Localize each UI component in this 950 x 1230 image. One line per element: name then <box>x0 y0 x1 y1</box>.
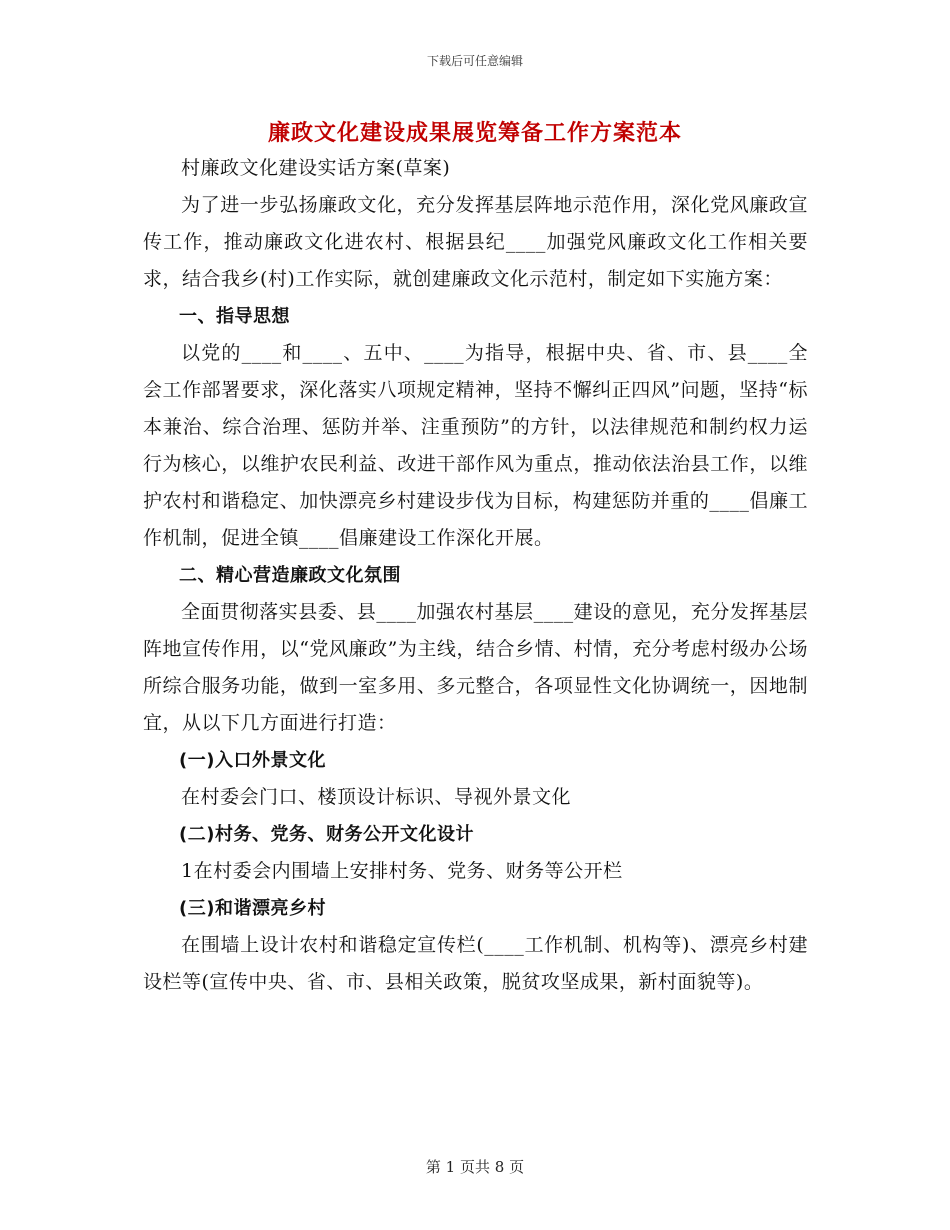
section-heading-guiding-thought: 一、指导思想 <box>179 306 290 327</box>
section-heading-atmosphere: 二、精心营造廉政文化氛围 <box>179 565 401 586</box>
guiding-thought-paragraph: 以党的____和____、五中、____为指导，根据中央、省、市、县____全会工作部署要求，深化落实八项规定精神，坚持不懈纠正四风”问题，坚持“标本兼治、综合治理、惩防并举、注重预防”的方针，以法律规范和制约权力运行为核心，以维护农民利益、改进干部作风为重点，推动依法治县工作，以维护农村和谐稳定、加快漂亮乡村建设步伐为目标，构建惩防并重的____倡廉工作机制，促进全镇____倡廉建设工作深化开展。 <box>143 342 808 549</box>
subsection-heading-harmonious-village: (三)和谐漂亮乡村 <box>179 898 326 919</box>
subtitle-paragraph: 村廉政文化建设实话方案(草案) <box>181 157 451 179</box>
page-number-footer: 第 1 页共 8 页 <box>425 1158 525 1176</box>
harmonious-village-paragraph: 在围墙上设计农村和谐稳定宣传栏(____工作机制、机构等)、漂亮乡村建设栏等(宣传中央、省、市、县相关政策，脱贫攻坚成果，新村面貌等)。 <box>143 934 808 993</box>
intro-paragraph: 为了进一步弘扬廉政文化，充分发挥基层阵地示范作用，深化党风廉政宣传工作，推动廉政文化进农村、根据县纪____加强党风廉政文化工作相关要求，结合我乡(村)工作实际，就创建廉政文化示范村，制定如下实施方案： <box>143 194 808 290</box>
subsection-heading-entrance: (一)入口外景文化 <box>179 750 326 771</box>
entrance-paragraph: 在村委会门口、楼顶设计标识、导视外景文化 <box>181 786 572 808</box>
document-body <box>143 150 808 1001</box>
atmosphere-paragraph: 全面贯彻落实县委、县____加强农村基层____建设的意见，充分发挥基层阵地宣传作用，以“党风廉政”为主线，结合乡情、村情，充分考虑村级办公场所综合服务功能，做到一室多用、多元整合，各项显性文化协调统一，因地制宜，从以下几方面进行打造： <box>143 601 808 734</box>
public-affairs-paragraph: 1在村委会内围墙上安排村务、党务、财务等公开栏 <box>181 860 623 882</box>
subsection-heading-public-affairs: (二)村务、党务、财务公开文化设计 <box>179 824 474 845</box>
document-title: 廉政文化建设成果展览筹备工作方案范本 <box>267 120 682 146</box>
header-note: 下载后可任意编辑 <box>426 54 523 68</box>
